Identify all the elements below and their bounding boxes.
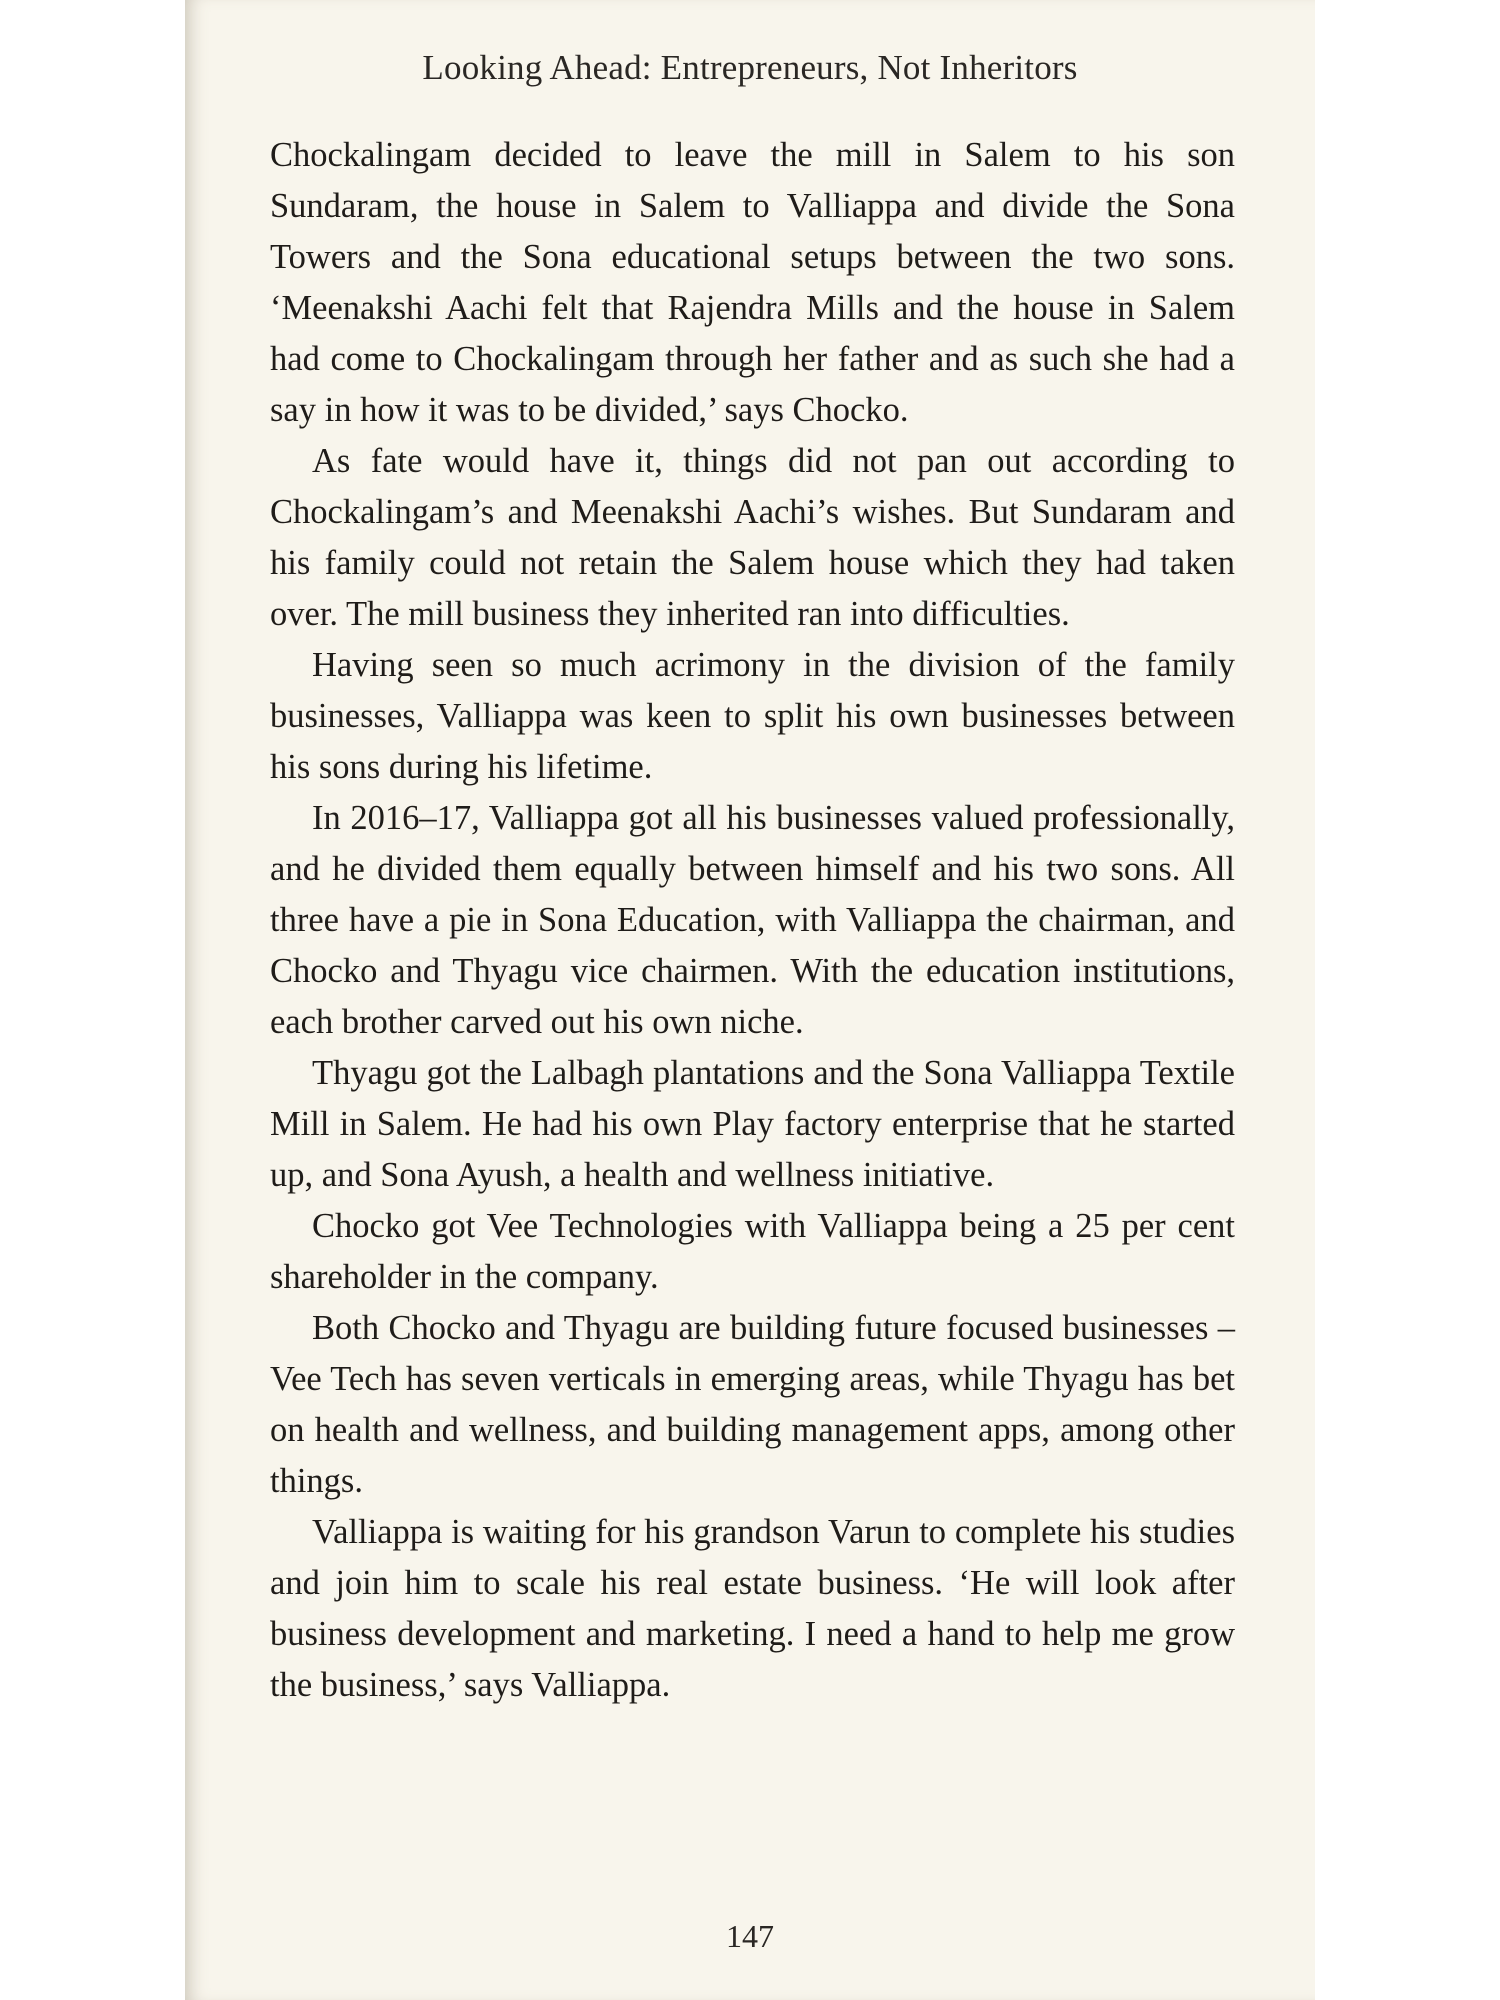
paragraph-4: In 2016–17, Valliappa got all his businesses valued professionally, and he divided them equally between himself and his two sons. All three have a pie in Sona Education, with Valliappa the chairman, and Chocko and Thyagu vice chairmen. With the education institutions, each brother carved out his own niche. [270,799,1235,1041]
page-number: 147 [726,1918,774,1954]
paragraph-1: Chockalingam decided to leave the mill in Salem to his son Sundaram, the house in Salem to Valliappa and divide the Sona Towers and the Sona educational setups between the two sons. ‘Meenakshi Aachi felt that Rajendra Mills and the house in Salem had come to Chockalingam through her father and as such she had a say in how it was to be divided,’ says Chocko. [270,136,1235,429]
body-text [270,130,1235,1711]
paragraph-2: As fate would have it, things did not pan out according to Chockalingam’s and Meenakshi Aachi’s wishes. But Sundaram and his family could not retain the Salem house which they had taken over. The mill business they inherited ran into difficulties. [270,442,1235,633]
paragraph-7: Both Chocko and Thyagu are building future focused businesses – Vee Tech has seven verticals in emerging areas, while Thyagu has bet on health and wellness, and building management apps, among other things. [270,1309,1235,1500]
running-head: Looking Ahead: Entrepreneurs, Not Inheritors [422,48,1078,87]
paragraph-5: Thyagu got the Lalbagh plantations and the Sona Valliappa Textile Mill in Salem. He had his own Play factory enterprise that he started up, and Sona Ayush, a health and wellness initiative. [270,1054,1235,1194]
paragraph-8: Valliappa is waiting for his grandson Varun to complete his studies and join him to scale his real estate business. ‘He will look after business development and marketing. I need a hand to help me grow the business,’ says Valliappa. [270,1513,1235,1704]
paragraph-6: Chocko got Vee Technologies with Valliappa being a 25 per cent shareholder in the company. [270,1207,1235,1296]
book-page [185,0,1315,2000]
paragraph-3: Having seen so much acrimony in the division of the family businesses, Valliappa was keen to split his own businesses between his sons during his lifetime. [270,646,1235,786]
